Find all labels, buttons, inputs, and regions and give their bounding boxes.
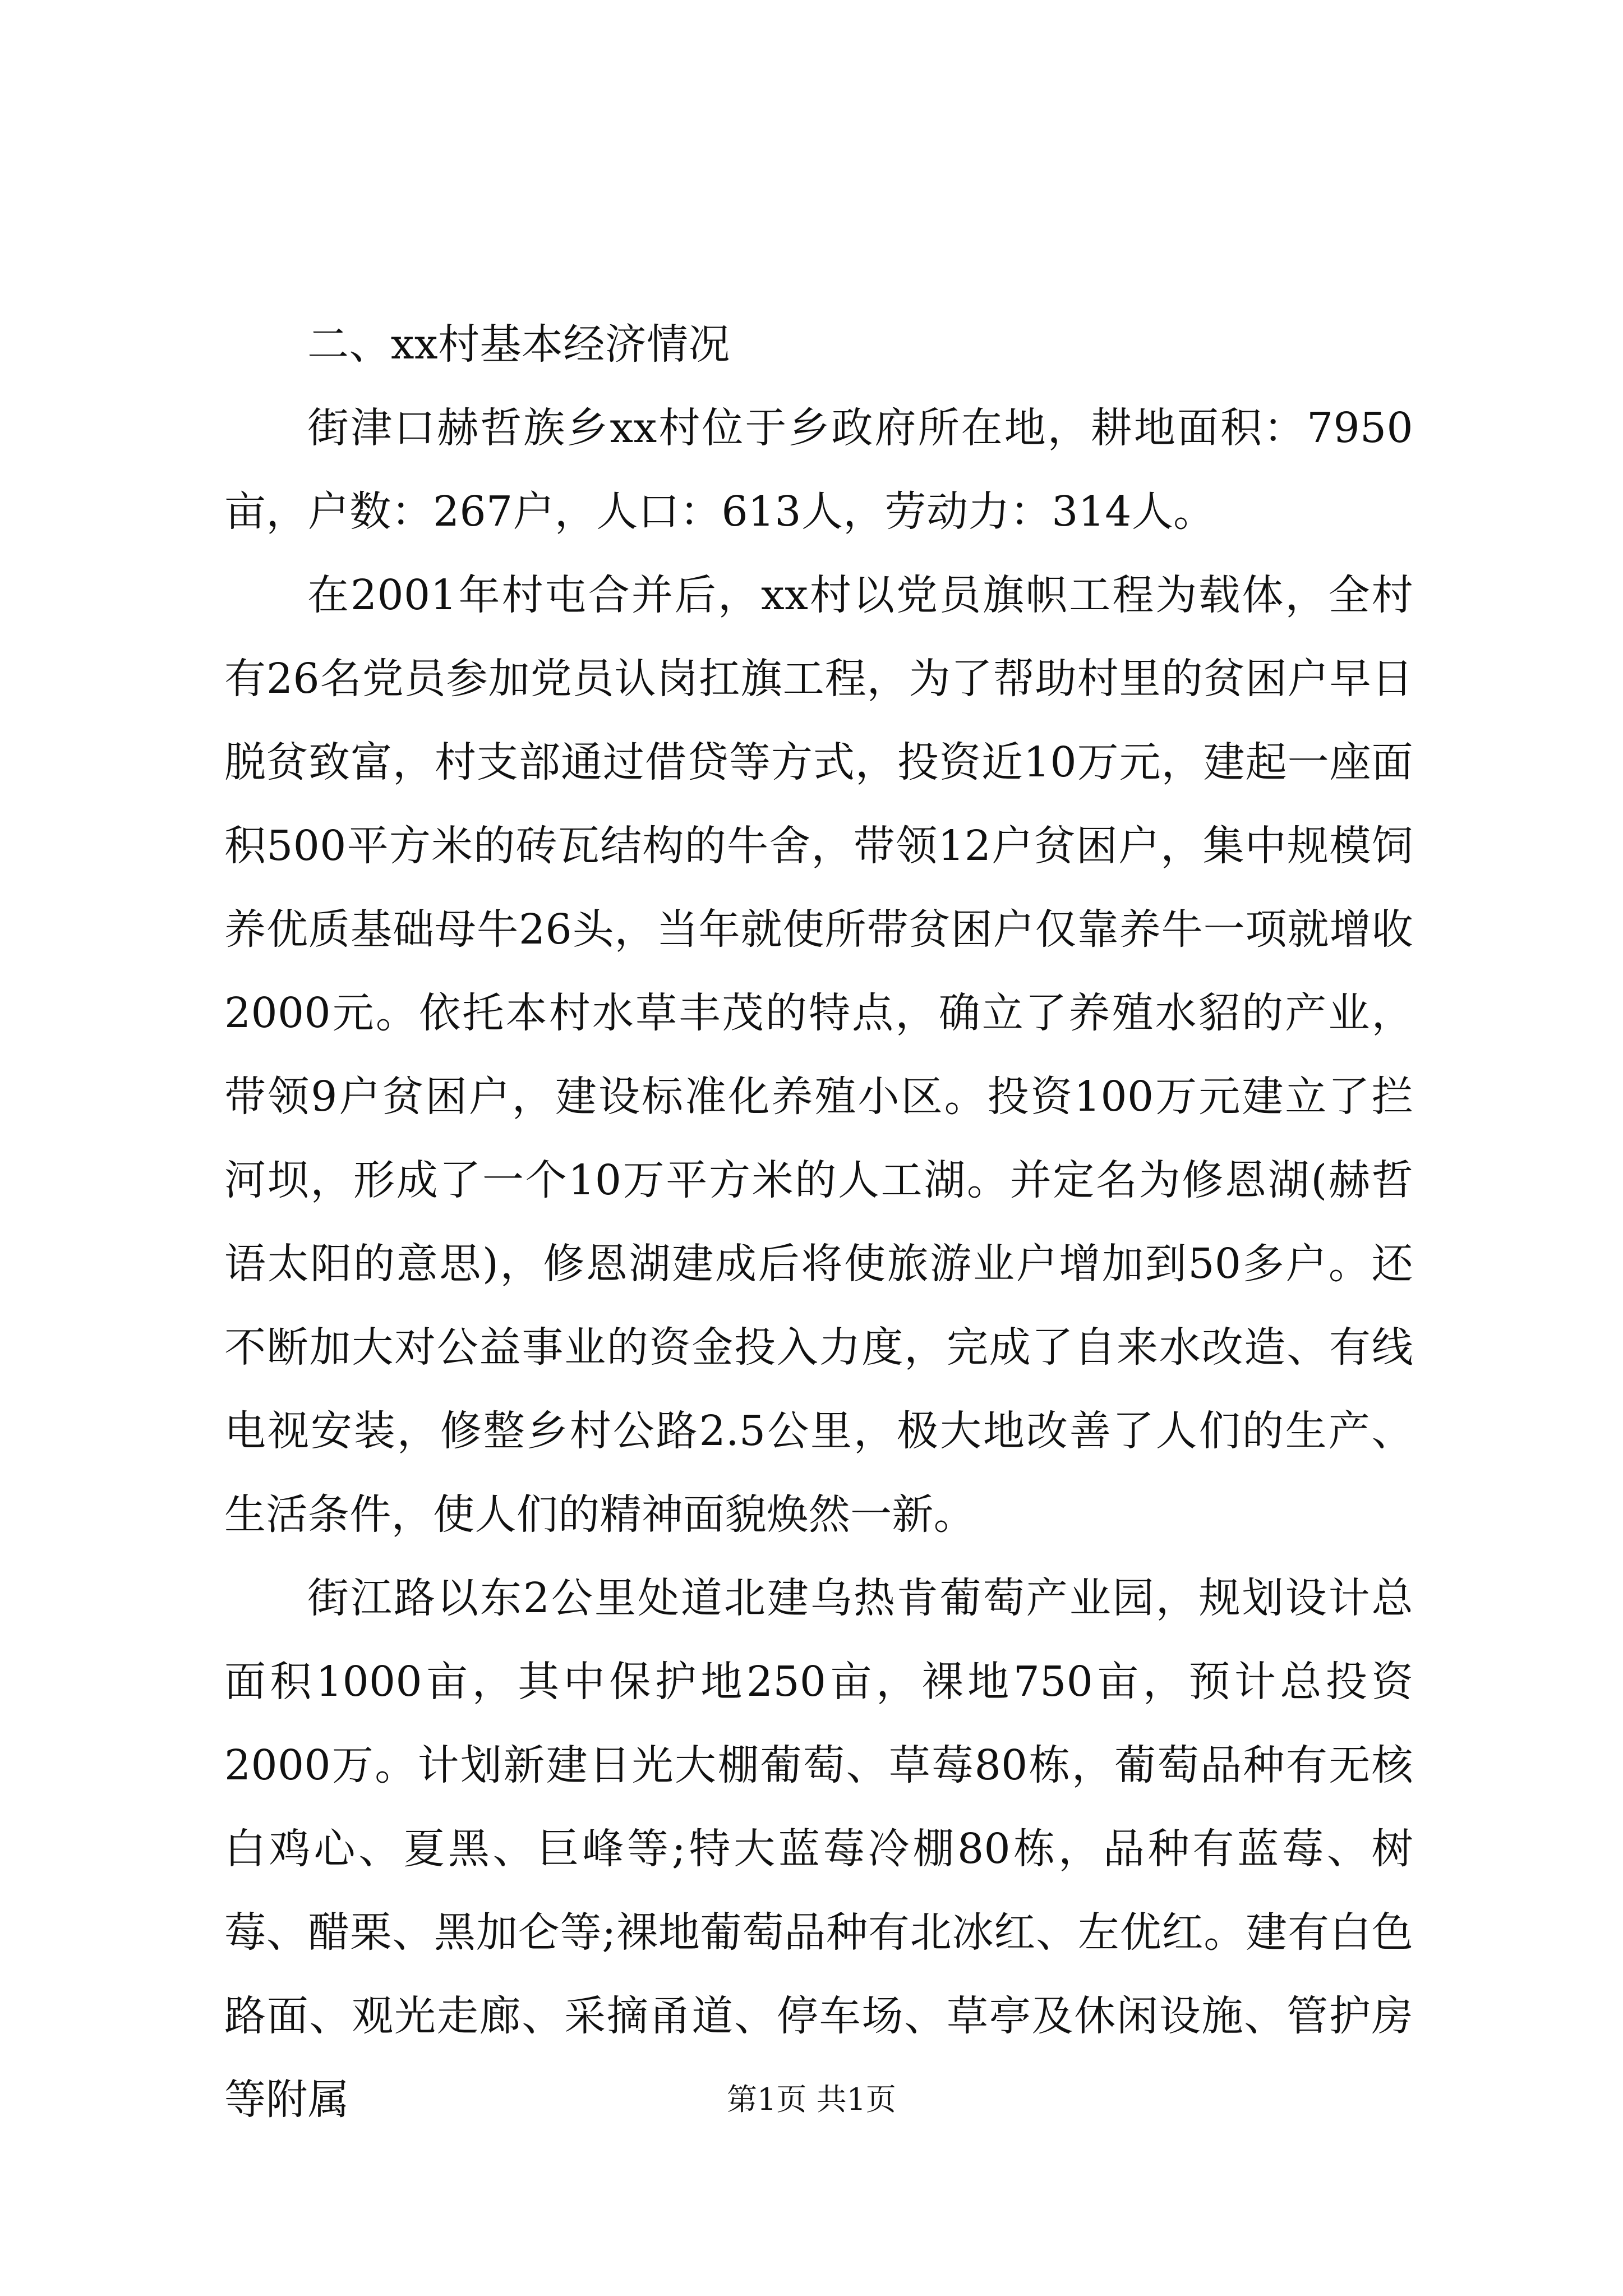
paragraph-village-overview: 街津口赫哲族乡xx村位于乡政府所在地，耕地面积：7950亩，户数：267户，人口：613人，劳动力：314人。 (224, 404, 1413, 536)
paragraph-development-history: 在2001年村屯合并后，xx村以党员旗帜工程为载体，全村有26名党员参加党员认岗扛旗工程，为了帮助村里的贫困户早日脱贫致富，村支部通过借贷等方式，投资近10万元，建起一座面积500平方米的砖瓦结构的牛舍，带领12户贫困户，集中规模饲养优质基础母牛26头，当年就使所带贫困户仅靠养牛一项就增收2000元。依托本村水草丰茂的特点，确立了养殖水貂的产业，带领9户贫困户，建设标准化养殖小区。投资100万元建立了拦河坝，形成了一个10万平方米的人工湖。并定名为修恩湖(赫哲语太阳的意思)，修恩湖建成后将使旅游业户增加到50多户。还不断加大对公益事业的资金投入力度，完成了自来水改造、有线电视安装，修整乡村公路2.5公里，极大地改善了人们的生产、生活条件，使人们的精神面貌焕然一新。 (224, 571, 1413, 1539)
paragraph-grape-industrial-park: 街江路以东2公里处道北建乌热肯葡萄产业园，规划设计总面积1000亩，其中保护地250亩，裸地750亩，预计总投资2000万。计划新建日光大棚葡萄、草莓80栋，葡萄品种有无核白鸡心、夏黑、巨峰等;特大蓝莓冷棚80栋，品种有蓝莓、树莓、醋栗、黑加仑等;裸地葡萄品种有北冰红、左优红。建有白色路面、观光走廊、采摘甬道、停车场、草亭及休闲设施、管护房等附属 (224, 1574, 1413, 2124)
section-heading: 二、xx村基本经济情况 (307, 320, 730, 369)
document-body (224, 303, 1413, 2142)
page-footer: 第1页 共1页 (727, 2082, 896, 2117)
